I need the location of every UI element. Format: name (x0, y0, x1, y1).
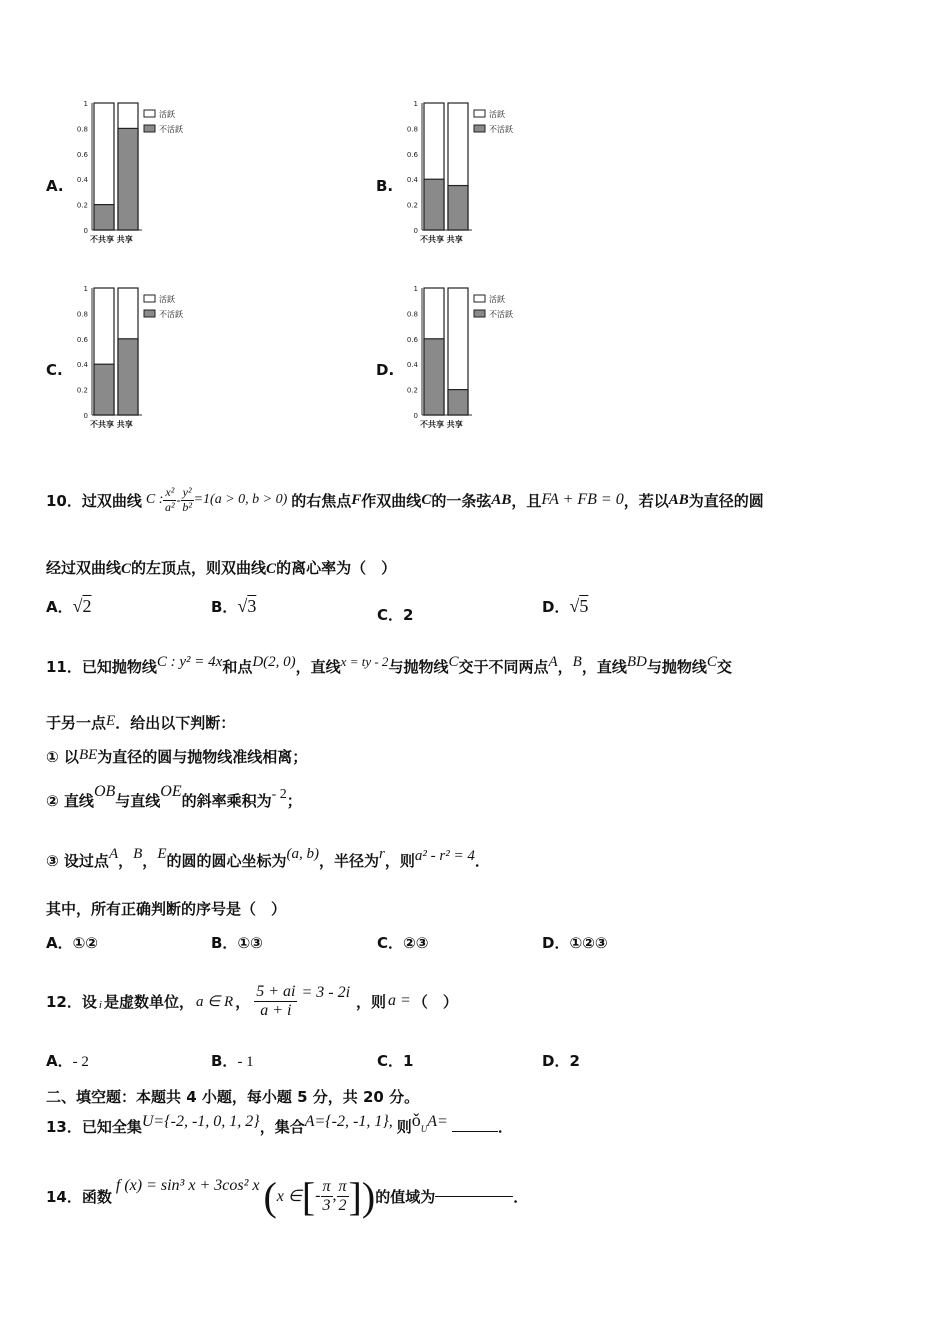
q10-line1: 10．过双曲线 C : $\frac{\text{x²}}{\text{a²}}$ - $\frac{\text{y²}}{\text{b²}}$ =1(a > 0, b > 0) 的右焦点 F 作双曲线 C 的一条弦 AB ，且 FA + FB = 0 ，若以 AB 为直径的圆 (46, 485, 764, 514)
q11-statement-3: ③ 设过点A，B，E的圆的圆心坐标为(a, b)，半径为r，则a² - r² = 4． (46, 846, 490, 870)
q11-statement-2: ② 直线OB与直线OE的斜率乘积为- 2； (46, 783, 302, 810)
y-tick-label: 1 (413, 100, 418, 108)
legend-label-active: 活跃 (159, 110, 175, 119)
legend-swatch-active (474, 110, 485, 117)
chart-b (402, 95, 532, 255)
bar-inactive-1 (118, 339, 138, 415)
q14-right-paren: ) (361, 1173, 376, 1219)
y-tick-label: 0 (413, 412, 418, 420)
q14-frac-pi-3: $\frac{\pi}{3}$ (322, 1177, 331, 1214)
q11-ask: 其中，所有正确判断的序号是（ ） (46, 900, 287, 918)
q10-number: 10．过双曲线 (46, 491, 142, 510)
legend-label-active: 活跃 (489, 295, 505, 304)
q10-eq-c: C : (145, 492, 164, 507)
q12-option-d[interactable]: D．2 (542, 1052, 580, 1070)
q11-statement-1: ① 以BE为直径的圆与抛物线准线相离； (46, 747, 308, 766)
chart-a (72, 95, 202, 255)
legend-label-active: 活跃 (489, 110, 505, 119)
q11-option-d[interactable]: D．①②③ (542, 934, 608, 952)
y-tick-label: 0.6 (76, 150, 88, 159)
x-category-labels: 不共享 共享 (90, 235, 133, 244)
bar-inactive-0 (94, 364, 114, 415)
q12-option-a[interactable]: A．- 2 (46, 1052, 89, 1070)
legend-swatch-inactive (144, 310, 155, 317)
chart-c (72, 280, 202, 440)
y-tick-label: 0.4 (406, 361, 418, 370)
y-tick-label: 0.4 (76, 176, 88, 185)
bar-inactive-0 (94, 205, 114, 230)
legend-label-inactive: 不活跃 (159, 125, 183, 134)
q13-answer-blank[interactable] (452, 1131, 498, 1132)
y-tick-label: 0.6 (406, 335, 418, 344)
q12-option-c[interactable]: C．1 (377, 1052, 414, 1070)
y-tick-label: 0.2 (406, 386, 418, 395)
q14-right-bracket: ] (348, 1173, 362, 1219)
q10-option-d[interactable]: D．√5 (542, 596, 589, 616)
y-tick-label: 0.6 (406, 150, 418, 159)
y-tick-label: 0 (83, 412, 88, 420)
y-tick-label: 1 (83, 100, 88, 108)
y-tick-label: 0.4 (406, 176, 418, 185)
q11-option-c[interactable]: C．②③ (377, 934, 429, 952)
legend-label-inactive: 不活跃 (489, 310, 513, 319)
q11-option-b[interactable]: B．①③ (211, 934, 263, 952)
legend-swatch-inactive (474, 125, 485, 132)
q14-left-bracket: [ (301, 1173, 316, 1219)
q11-line2: 于另一点E．给出以下判断： (46, 713, 236, 732)
q11-line1: 11．已知抛物线C : y² = 4x和点D(2, 0)，直线x = ty - 2与抛物线C交于不同两点A，B，直线BD与抛物线C交 (46, 654, 732, 676)
legend-label-active: 活跃 (159, 295, 175, 304)
y-tick-label: 0.2 (76, 386, 88, 395)
x-category-labels: 不共享 共享 (420, 420, 463, 429)
legend-label-inactive: 不活跃 (489, 125, 513, 134)
y-tick-label: 0.8 (76, 125, 88, 134)
q13-line: 13．已知全集U={-2, -1, 0, 1, 2}，集合A={-2, -1, 1}, 则ǒUA= ． (46, 1110, 513, 1136)
y-tick-label: 1 (83, 285, 88, 293)
q10-eq-rest: =1(a > 0, b > 0) (193, 492, 288, 507)
y-tick-label: 0.6 (76, 335, 88, 344)
option-b-label: B. (376, 177, 394, 195)
q11-option-a[interactable]: A．①② (46, 934, 99, 952)
bar-inactive-1 (448, 390, 468, 415)
q10-option-c[interactable]: C．2 (377, 606, 414, 624)
legend-swatch-active (144, 295, 155, 302)
section-fill-in-heading: 二、填空题：本题共 4 小题，每小题 5 分，共 20 分。 (46, 1088, 420, 1106)
legend-swatch-active (474, 295, 485, 302)
option-d-label: D. (376, 361, 395, 379)
q10-frac-y: $\frac{\text{y²}}{\text{b²}}$ (182, 485, 192, 514)
y-tick-label: 0.4 (76, 361, 88, 370)
q14-frac-pi-2: $\frac{\pi}{2}$ (338, 1177, 347, 1214)
q10-option-a[interactable]: A．√2 (46, 596, 92, 616)
option-c-label: C. (46, 361, 63, 379)
y-tick-label: 0.2 (406, 201, 418, 210)
legend-swatch-inactive (474, 310, 485, 317)
q14-left-paren: ( (263, 1173, 277, 1219)
y-tick-label: 0.8 (406, 125, 418, 134)
bar-inactive-0 (424, 339, 444, 415)
q10-vector-eq: FA + FB = 0 (541, 491, 624, 508)
y-tick-label: 0.2 (76, 201, 88, 210)
chart-d (402, 280, 532, 440)
y-tick-label: 0 (83, 227, 88, 235)
bar-inactive-0 (424, 179, 444, 230)
y-tick-label: 0.8 (76, 310, 88, 319)
q12-line: 12．设 i 是虚数单位， a ∈ R ， $\frac{5 + ai}{a + i}$ = 3 - 2i ，则 a = （ ） (46, 982, 458, 1019)
q10-line2: 经过双曲线C的左顶点，则双曲线C的离心率为（ ） (46, 559, 397, 577)
q14-line: 14．函数 f (x) = sin³ x + 3cos² x ( x ∈ [ - $\frac{\pi}{3}$ , $\frac{\pi}{2}$ ] ) 的值域为 ． (46, 1173, 529, 1219)
x-category-labels: 不共享 共享 (90, 420, 133, 429)
y-tick-label: 1 (413, 285, 418, 293)
q14-answer-blank[interactable] (435, 1196, 513, 1197)
y-tick-label: 0.8 (406, 310, 418, 319)
q10-option-b[interactable]: B．√3 (211, 596, 257, 616)
q12-option-b[interactable]: B．- 1 (211, 1052, 254, 1070)
bar-inactive-1 (448, 186, 468, 230)
x-category-labels: 不共享 共享 (420, 235, 463, 244)
legend-label-inactive: 不活跃 (159, 310, 183, 319)
bar-inactive-1 (118, 128, 138, 230)
q12-fraction: $\frac{5 + ai}{a + i}$ (256, 982, 296, 1019)
q10-frac-x: $\frac{\text{x²}}{\text{a²}}$ (165, 485, 175, 514)
y-tick-label: 0 (413, 227, 418, 235)
legend-swatch-inactive (144, 125, 155, 132)
legend-swatch-active (144, 110, 155, 117)
option-a-label: A. (46, 177, 64, 195)
